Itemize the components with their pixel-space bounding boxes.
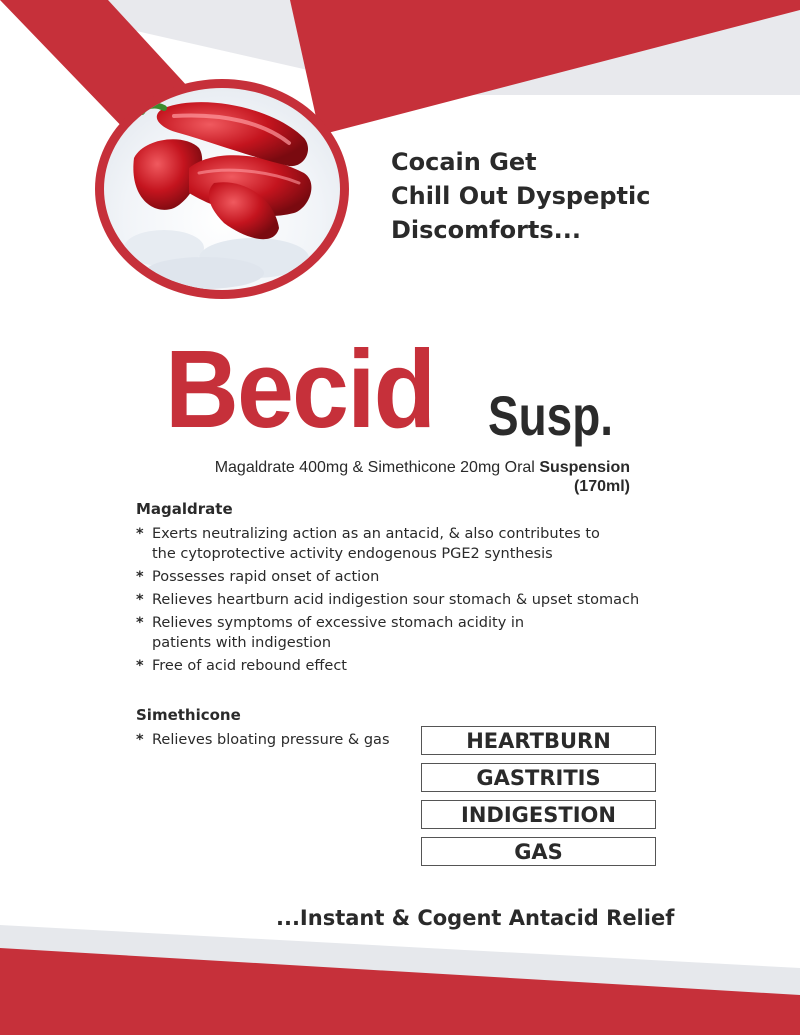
hero-chilli-image bbox=[95, 79, 349, 299]
indication-indigestion: INDIGESTION bbox=[421, 800, 656, 829]
composition-emphasis: Suspension bbox=[539, 459, 630, 476]
list-item: * Free of acid rebound effect bbox=[136, 658, 347, 674]
magaldrate-benefits bbox=[136, 524, 696, 679]
tagline-line-2: Chill Out Dyspeptic bbox=[391, 182, 651, 210]
bullet-star: * bbox=[136, 658, 144, 674]
simethicone-benefits bbox=[136, 730, 416, 753]
list-item: * Relieves symptoms of excessive stomach acidity in patients with indigestion bbox=[136, 615, 525, 651]
brand-suffix: Susp. bbox=[488, 384, 614, 447]
composition-volume: (170ml) bbox=[573, 478, 630, 495]
composition-line bbox=[170, 458, 630, 496]
headline-tagline bbox=[391, 145, 711, 247]
composition-text: Magaldrate 400mg & Simethicone 20mg Oral bbox=[214, 459, 535, 476]
bullet-star: * bbox=[136, 592, 144, 608]
list-item: * Possesses rapid onset of action bbox=[136, 569, 380, 585]
tagline-line-3: Discomforts... bbox=[391, 216, 582, 244]
simethicone-heading: Simethicone bbox=[136, 706, 241, 724]
bullet-star: * bbox=[136, 526, 144, 542]
indication-gastritis: GASTRITIS bbox=[421, 763, 656, 792]
bullet-star: * bbox=[136, 615, 144, 631]
list-item: * Relieves bloating pressure & gas bbox=[136, 732, 390, 748]
bullet-star: * bbox=[136, 732, 144, 748]
bullet-star: * bbox=[136, 569, 144, 585]
footer-tagline: ...Instant & Cogent Antacid Relief bbox=[276, 906, 675, 930]
chilli-pepper-icon bbox=[104, 88, 340, 290]
brand-name: Becid bbox=[165, 328, 435, 451]
indication-gas: GAS bbox=[421, 837, 656, 866]
list-item: * Exerts neutralizing action as an antacid, & also contributes to the cytoprotective activity endogenous PGE2 synthesis bbox=[136, 526, 600, 562]
tagline-line-1: Cocain Get bbox=[391, 148, 537, 176]
list-item: * Relieves heartburn acid indigestion sour stomach & upset stomach bbox=[136, 592, 640, 608]
indications-list bbox=[421, 726, 656, 874]
magaldrate-heading: Magaldrate bbox=[136, 500, 233, 518]
indication-heartburn: HEARTBURN bbox=[421, 726, 656, 755]
